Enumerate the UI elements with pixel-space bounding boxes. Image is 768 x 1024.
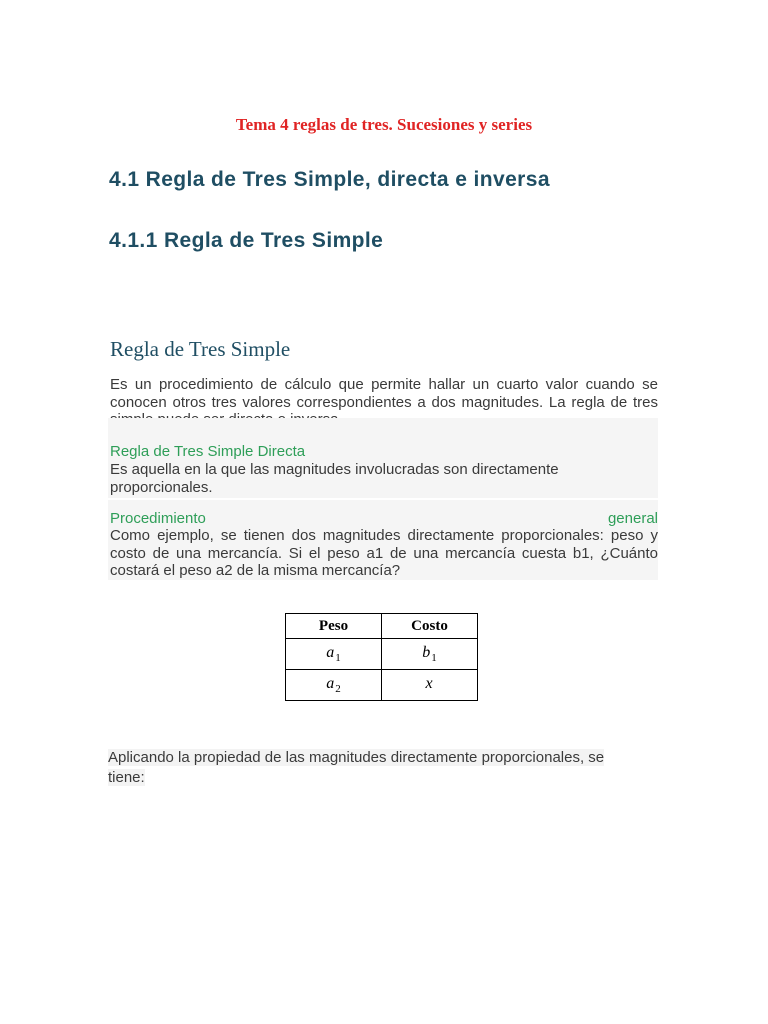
- table-cell: [286, 670, 382, 701]
- intro-paragraph: Es un procedimiento de cálculo que permite hallar un cuarto valor cuando se conocen otros tres valores correspondientes a dos magnitudes. La regla de tres: [110, 376, 658, 411]
- table-row: [286, 670, 478, 701]
- subheading-procedimiento: [110, 510, 658, 527]
- table-header-row: [286, 614, 478, 639]
- peso-costo-table: [285, 613, 478, 701]
- general-label: general: [607, 510, 658, 527]
- heading-4-1: 4.1 Regla de Tres Simple, directa e inversa: [109, 168, 550, 191]
- page-title: Tema 4 reglas de tres. Sucesiones y series: [235, 115, 533, 134]
- table-cell: [382, 639, 478, 670]
- cell-base: b: [422, 644, 431, 661]
- cell-subscript: 1: [335, 652, 341, 664]
- cell-subscript: 1: [431, 652, 437, 664]
- table-row: [286, 639, 478, 670]
- subheading-directa: Regla de Tres Simple Directa: [110, 443, 306, 460]
- cell-base: a: [326, 644, 335, 661]
- procedimiento-label: Procedimiento: [110, 510, 206, 527]
- table-header-peso: Peso: [286, 614, 382, 639]
- heading-4-1-1: 4.1.1 Regla de Tres Simple: [109, 229, 384, 252]
- table-cell: [286, 639, 382, 670]
- cell-base: x: [425, 675, 433, 692]
- closing-line-1: Aplicando la propiedad de las magnitudes directamente proporcionales, se: [108, 749, 605, 766]
- cell-base: a: [326, 675, 335, 692]
- closing-paragraph: [108, 748, 653, 788]
- directa-paragraph: Es aquella en la que las magnitudes involucradas son directamente proporcionales.: [110, 461, 559, 496]
- cell-subscript: 2: [335, 683, 341, 695]
- table-cell: [382, 670, 478, 701]
- closing-line-2: tiene:: [108, 769, 145, 786]
- procedimiento-paragraph: Como ejemplo, se tienen dos magnitudes directamente proporcionales: peso y costo de una mercancía. Si el peso a1 de una mercancía cuesta b1, ¿Cuánto costará el peso a2 de la misma mercancía?: [110, 527, 658, 579]
- table-header-costo: Costo: [382, 614, 478, 639]
- section-heading: Regla de Tres Simple: [110, 337, 291, 361]
